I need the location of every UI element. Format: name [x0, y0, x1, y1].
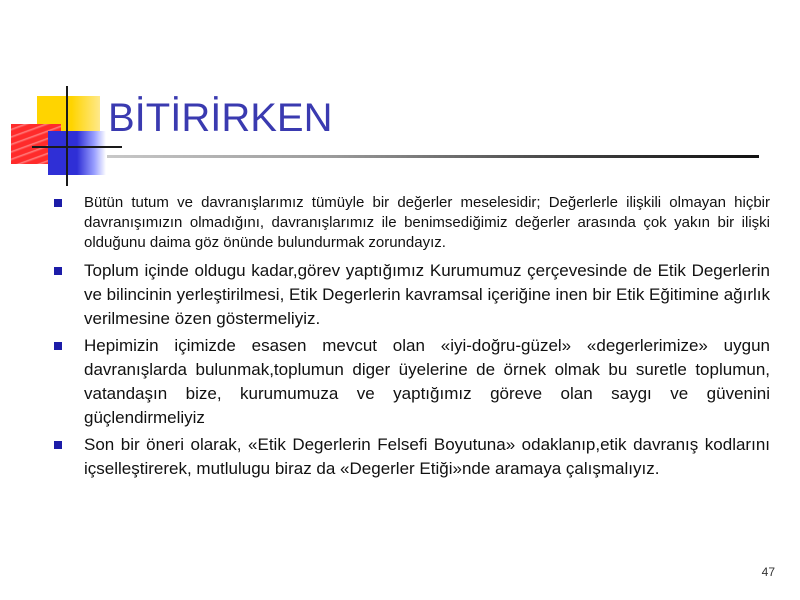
page-number: 47	[761, 565, 775, 579]
square-bullet-icon	[54, 267, 62, 275]
blue-block	[48, 131, 106, 175]
square-bullet-icon	[54, 342, 62, 350]
bullet-item	[54, 193, 770, 253]
bullet-text: Toplum içinde oldugu kadar,görev yaptığımız Kurumumuz çerçevesinde de Etik Degerlerin ve bilincinin yerleştirilmesi, Etik Degerlerin kavramsal içeriğine inen bir Etik Eğitimine ağırlık verilmesine özen göstermeliyiz.	[84, 261, 770, 328]
title-divider	[107, 155, 759, 158]
logo-horizontal-line	[32, 146, 122, 148]
square-bullet-icon	[54, 441, 62, 449]
bullet-text: Hepimizin içimizde esasen mevcut olan «iyi-doğru-güzel» «degerlerimize» uygun davranışlarda bulunmak,toplumun diger üyelerine de örnek olmak bu suretle toplumun, vatandaşın bize, kurumumuza ve yaptığımız göreve olan saygı ve güvenini güçlendirmeliyiz	[84, 336, 770, 427]
bullet-item	[54, 433, 770, 481]
bullet-list	[54, 193, 770, 484]
decorative-blocks-logo	[0, 0, 120, 185]
logo-vertical-line	[66, 86, 68, 186]
slide-title: BİTİRİRKEN	[108, 96, 333, 140]
bullet-item	[54, 334, 770, 430]
bullet-item	[54, 259, 770, 331]
bullet-text: Bütün tutum ve davranışlarımız tümüyle bir değerler meselesidir; Değerlerle ilişkili olmayan hiçbir davranışımızın olmadığını, davranışlarımız ile benimsediğimiz değerler arasında çok yakın bir ilişki olduğunu daima göz önünde bulundurmak zorundayız.	[84, 194, 770, 251]
bullet-text: Son bir öneri olarak, «Etik Degerlerin Felsefi Boyutuna» odaklanıp,etik davranış kodlarını içselleştirerek, mutlulugu biraz da «Degerler Etiği»nde aramaya çalışmalıyız.	[84, 435, 770, 478]
square-bullet-icon	[54, 199, 62, 207]
